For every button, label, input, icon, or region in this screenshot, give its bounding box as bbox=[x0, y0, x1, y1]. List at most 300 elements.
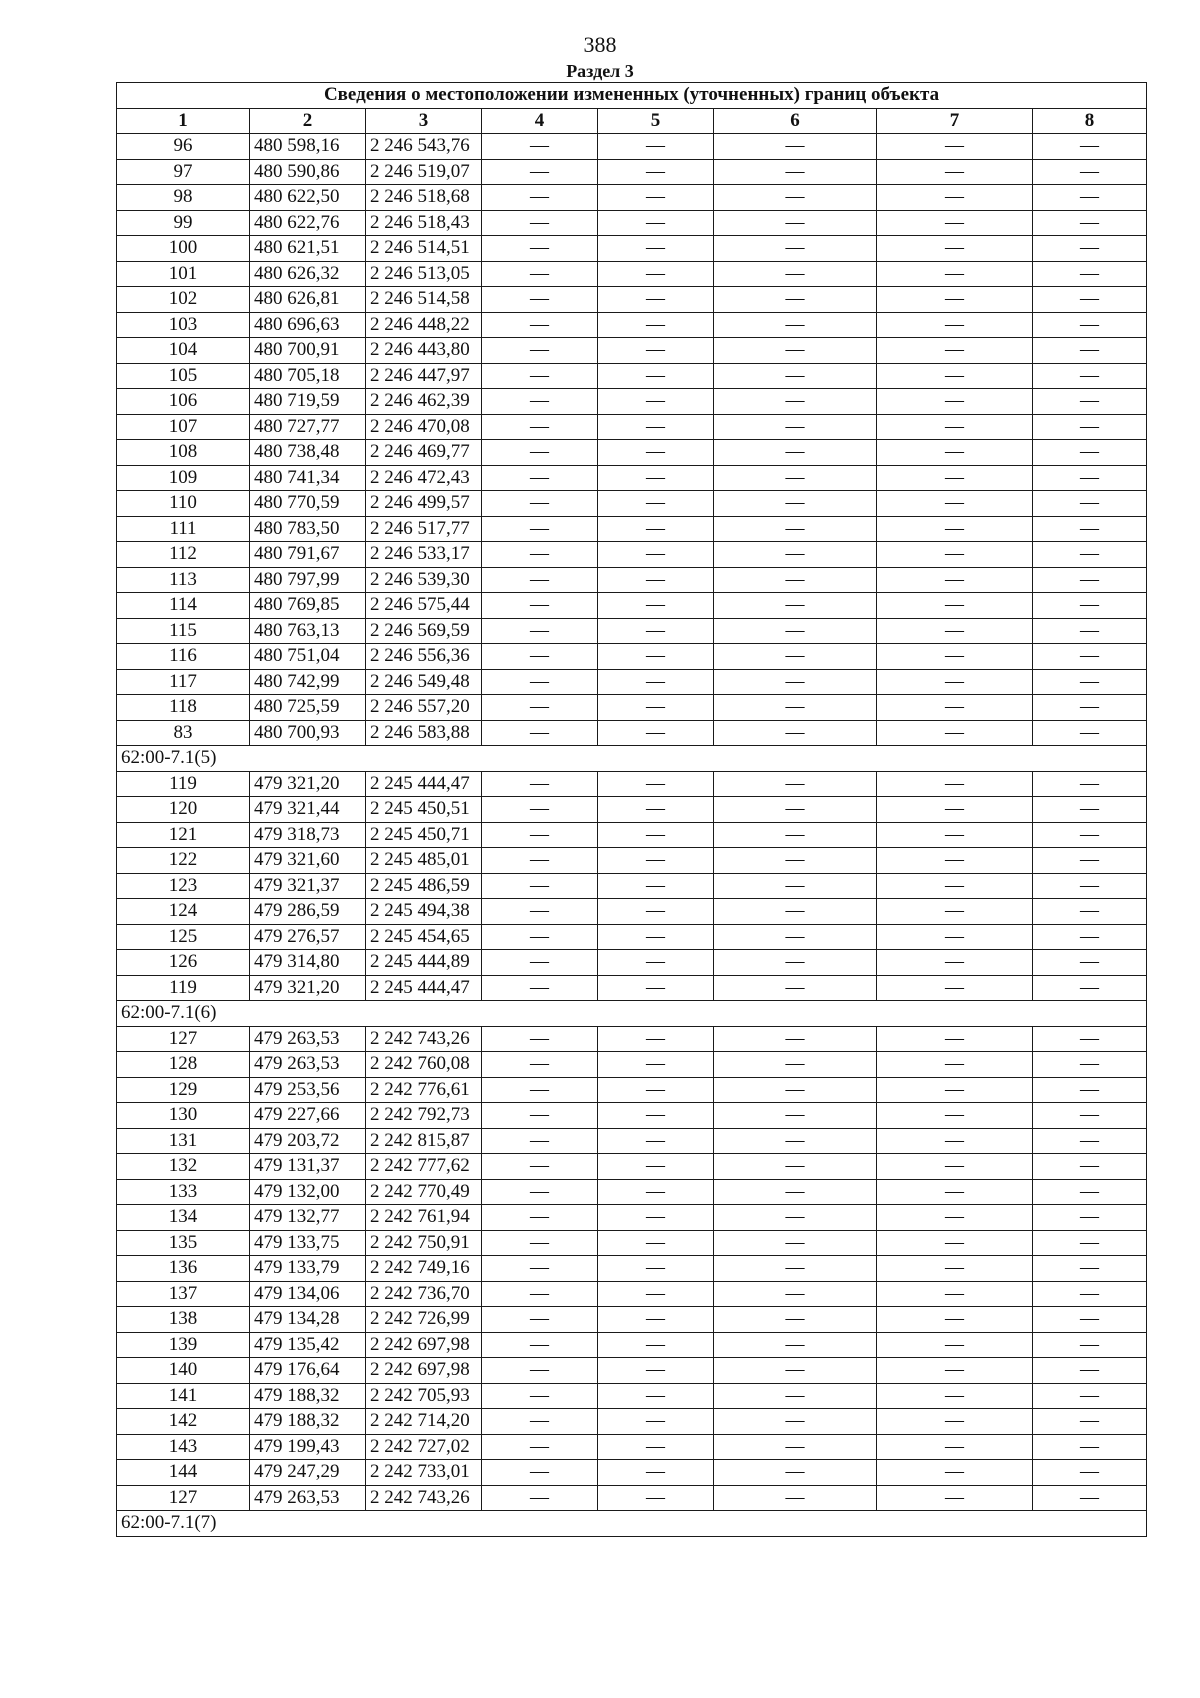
empty-value-cell: — bbox=[598, 1256, 714, 1282]
y-coordinate-cell: 2 246 448,22 bbox=[366, 312, 482, 338]
empty-value-cell: — bbox=[598, 695, 714, 721]
empty-value-cell: — bbox=[1033, 1409, 1147, 1435]
empty-value-cell: — bbox=[482, 1460, 598, 1486]
empty-value-cell: — bbox=[714, 618, 877, 644]
empty-value-cell: — bbox=[1033, 644, 1147, 670]
empty-value-cell: — bbox=[482, 1154, 598, 1180]
empty-value-cell: — bbox=[1033, 618, 1147, 644]
empty-value-cell: — bbox=[598, 465, 714, 491]
empty-value-cell: — bbox=[1033, 873, 1147, 899]
y-coordinate-cell: 2 242 705,93 bbox=[366, 1383, 482, 1409]
x-coordinate-cell: 479 188,32 bbox=[250, 1409, 366, 1435]
point-number-cell: 133 bbox=[117, 1179, 250, 1205]
column-header: 4 bbox=[482, 108, 598, 134]
empty-value-cell: — bbox=[1033, 338, 1147, 364]
column-header: 8 bbox=[1033, 108, 1147, 134]
empty-value-cell: — bbox=[598, 771, 714, 797]
x-coordinate-cell: 479 133,75 bbox=[250, 1230, 366, 1256]
table-row bbox=[117, 1026, 1147, 1052]
point-number-cell: 111 bbox=[117, 516, 250, 542]
x-coordinate-cell: 480 742,99 bbox=[250, 669, 366, 695]
x-coordinate-cell: 480 738,48 bbox=[250, 440, 366, 466]
point-number-cell: 96 bbox=[117, 134, 250, 160]
empty-value-cell: — bbox=[1033, 312, 1147, 338]
empty-value-cell: — bbox=[482, 210, 598, 236]
y-coordinate-cell: 2 246 549,48 bbox=[366, 669, 482, 695]
empty-value-cell: — bbox=[598, 1485, 714, 1511]
point-number-cell: 108 bbox=[117, 440, 250, 466]
point-number-cell: 103 bbox=[117, 312, 250, 338]
empty-value-cell: — bbox=[877, 1052, 1033, 1078]
empty-value-cell: — bbox=[877, 261, 1033, 287]
empty-value-cell: — bbox=[714, 1179, 877, 1205]
point-number-cell: 104 bbox=[117, 338, 250, 364]
empty-value-cell: — bbox=[877, 1026, 1033, 1052]
empty-value-cell: — bbox=[482, 593, 598, 619]
point-number-cell: 140 bbox=[117, 1358, 250, 1384]
empty-value-cell: — bbox=[482, 491, 598, 517]
point-number-cell: 117 bbox=[117, 669, 250, 695]
empty-value-cell: — bbox=[714, 695, 877, 721]
empty-value-cell: — bbox=[482, 338, 598, 364]
empty-value-cell: — bbox=[482, 159, 598, 185]
y-coordinate-cell: 2 242 743,26 bbox=[366, 1485, 482, 1511]
table-row bbox=[117, 261, 1147, 287]
x-coordinate-cell: 479 263,53 bbox=[250, 1485, 366, 1511]
empty-value-cell: — bbox=[714, 975, 877, 1001]
table-row bbox=[117, 414, 1147, 440]
y-coordinate-cell: 2 242 697,98 bbox=[366, 1358, 482, 1384]
empty-value-cell: — bbox=[482, 1026, 598, 1052]
empty-value-cell: — bbox=[598, 1205, 714, 1231]
empty-value-cell: — bbox=[877, 236, 1033, 262]
table-row bbox=[117, 312, 1147, 338]
empty-value-cell: — bbox=[714, 1383, 877, 1409]
empty-value-cell: — bbox=[1033, 1383, 1147, 1409]
column-header: 2 bbox=[250, 108, 366, 134]
table-row bbox=[117, 720, 1147, 746]
y-coordinate-cell: 2 246 513,05 bbox=[366, 261, 482, 287]
column-header: 1 bbox=[117, 108, 250, 134]
empty-value-cell: — bbox=[598, 1332, 714, 1358]
empty-value-cell: — bbox=[877, 159, 1033, 185]
column-header: 7 bbox=[877, 108, 1033, 134]
empty-value-cell: — bbox=[877, 873, 1033, 899]
table-row bbox=[117, 491, 1147, 517]
x-coordinate-cell: 479 176,64 bbox=[250, 1358, 366, 1384]
empty-value-cell: — bbox=[877, 185, 1033, 211]
table-row bbox=[117, 822, 1147, 848]
x-coordinate-cell: 479 321,44 bbox=[250, 797, 366, 823]
empty-value-cell: — bbox=[714, 465, 877, 491]
empty-value-cell: — bbox=[598, 567, 714, 593]
y-coordinate-cell: 2 242 726,99 bbox=[366, 1307, 482, 1333]
empty-value-cell: — bbox=[877, 1409, 1033, 1435]
empty-value-cell: — bbox=[877, 1281, 1033, 1307]
empty-value-cell: — bbox=[714, 950, 877, 976]
point-number-cell: 134 bbox=[117, 1205, 250, 1231]
empty-value-cell: — bbox=[482, 720, 598, 746]
empty-value-cell: — bbox=[714, 312, 877, 338]
point-number-cell: 101 bbox=[117, 261, 250, 287]
point-number-cell: 137 bbox=[117, 1281, 250, 1307]
point-number-cell: 107 bbox=[117, 414, 250, 440]
y-coordinate-cell: 2 242 776,61 bbox=[366, 1077, 482, 1103]
empty-value-cell: — bbox=[714, 1485, 877, 1511]
empty-value-cell: — bbox=[877, 950, 1033, 976]
empty-value-cell: — bbox=[1033, 822, 1147, 848]
table-row bbox=[117, 287, 1147, 313]
empty-value-cell: — bbox=[1033, 975, 1147, 1001]
y-coordinate-cell: 2 246 539,30 bbox=[366, 567, 482, 593]
empty-value-cell: — bbox=[877, 593, 1033, 619]
table-row bbox=[117, 1230, 1147, 1256]
empty-value-cell: — bbox=[598, 261, 714, 287]
table-row bbox=[117, 669, 1147, 695]
empty-value-cell: — bbox=[1033, 1434, 1147, 1460]
y-coordinate-cell: 2 246 443,80 bbox=[366, 338, 482, 364]
table-row bbox=[117, 924, 1147, 950]
empty-value-cell: — bbox=[598, 1383, 714, 1409]
x-coordinate-cell: 479 247,29 bbox=[250, 1460, 366, 1486]
empty-value-cell: — bbox=[482, 822, 598, 848]
x-coordinate-cell: 479 203,72 bbox=[250, 1128, 366, 1154]
table-row bbox=[117, 1409, 1147, 1435]
point-number-cell: 118 bbox=[117, 695, 250, 721]
y-coordinate-cell: 2 242 760,08 bbox=[366, 1052, 482, 1078]
empty-value-cell: — bbox=[714, 1052, 877, 1078]
table-row bbox=[117, 797, 1147, 823]
empty-value-cell: — bbox=[482, 771, 598, 797]
empty-value-cell: — bbox=[598, 542, 714, 568]
empty-value-cell: — bbox=[1033, 1052, 1147, 1078]
point-number-cell: 138 bbox=[117, 1307, 250, 1333]
table-row bbox=[117, 465, 1147, 491]
point-number-cell: 144 bbox=[117, 1460, 250, 1486]
table-row bbox=[117, 567, 1147, 593]
x-coordinate-cell: 479 263,53 bbox=[250, 1026, 366, 1052]
y-coordinate-cell: 2 246 533,17 bbox=[366, 542, 482, 568]
empty-value-cell: — bbox=[714, 1026, 877, 1052]
x-coordinate-cell: 480 705,18 bbox=[250, 363, 366, 389]
empty-value-cell: — bbox=[482, 516, 598, 542]
empty-value-cell: — bbox=[877, 975, 1033, 1001]
empty-value-cell: — bbox=[877, 1128, 1033, 1154]
x-coordinate-cell: 480 741,34 bbox=[250, 465, 366, 491]
table-row bbox=[117, 542, 1147, 568]
point-number-cell: 131 bbox=[117, 1128, 250, 1154]
table-row bbox=[117, 950, 1147, 976]
x-coordinate-cell: 479 314,80 bbox=[250, 950, 366, 976]
empty-value-cell: — bbox=[482, 440, 598, 466]
empty-value-cell: — bbox=[1033, 185, 1147, 211]
empty-value-cell: — bbox=[714, 669, 877, 695]
x-coordinate-cell: 480 763,13 bbox=[250, 618, 366, 644]
empty-value-cell: — bbox=[598, 389, 714, 415]
empty-value-cell: — bbox=[877, 1358, 1033, 1384]
x-coordinate-cell: 479 253,56 bbox=[250, 1077, 366, 1103]
table-row bbox=[117, 1307, 1147, 1333]
page-number: 388 bbox=[583, 32, 617, 57]
empty-value-cell: — bbox=[1033, 159, 1147, 185]
empty-value-cell: — bbox=[1033, 1358, 1147, 1384]
empty-value-cell: — bbox=[877, 1077, 1033, 1103]
table-row bbox=[117, 338, 1147, 364]
y-coordinate-cell: 2 246 557,20 bbox=[366, 695, 482, 721]
empty-value-cell: — bbox=[482, 1052, 598, 1078]
x-coordinate-cell: 480 626,81 bbox=[250, 287, 366, 313]
y-coordinate-cell: 2 242 697,98 bbox=[366, 1332, 482, 1358]
y-coordinate-cell: 2 246 514,51 bbox=[366, 236, 482, 262]
empty-value-cell: — bbox=[598, 1281, 714, 1307]
empty-value-cell: — bbox=[1033, 414, 1147, 440]
x-coordinate-cell: 479 133,79 bbox=[250, 1256, 366, 1282]
point-number-cell: 114 bbox=[117, 593, 250, 619]
empty-value-cell: — bbox=[877, 440, 1033, 466]
empty-value-cell: — bbox=[877, 567, 1033, 593]
empty-value-cell: — bbox=[598, 338, 714, 364]
empty-value-cell: — bbox=[482, 1358, 598, 1384]
y-coordinate-cell: 2 246 543,76 bbox=[366, 134, 482, 160]
table-row bbox=[117, 236, 1147, 262]
empty-value-cell: — bbox=[598, 134, 714, 160]
empty-value-cell: — bbox=[598, 1434, 714, 1460]
point-number-cell: 110 bbox=[117, 491, 250, 517]
point-number-cell: 109 bbox=[117, 465, 250, 491]
table-row bbox=[117, 975, 1147, 1001]
empty-value-cell: — bbox=[598, 822, 714, 848]
empty-value-cell: — bbox=[1033, 1485, 1147, 1511]
table-row bbox=[117, 1485, 1147, 1511]
empty-value-cell: — bbox=[482, 848, 598, 874]
point-number-cell: 126 bbox=[117, 950, 250, 976]
y-coordinate-cell: 2 242 815,87 bbox=[366, 1128, 482, 1154]
x-coordinate-cell: 479 199,43 bbox=[250, 1434, 366, 1460]
empty-value-cell: — bbox=[598, 363, 714, 389]
point-number-cell: 143 bbox=[117, 1434, 250, 1460]
section-title: Раздел 3 bbox=[566, 61, 634, 81]
empty-value-cell: — bbox=[598, 1052, 714, 1078]
empty-value-cell: — bbox=[598, 924, 714, 950]
empty-value-cell: — bbox=[877, 1332, 1033, 1358]
empty-value-cell: — bbox=[482, 1281, 598, 1307]
y-coordinate-cell: 2 245 444,47 bbox=[366, 975, 482, 1001]
empty-value-cell: — bbox=[598, 440, 714, 466]
empty-value-cell: — bbox=[877, 618, 1033, 644]
empty-value-cell: — bbox=[1033, 899, 1147, 925]
empty-value-cell: — bbox=[714, 924, 877, 950]
empty-value-cell: — bbox=[482, 389, 598, 415]
empty-value-cell: — bbox=[598, 312, 714, 338]
empty-value-cell: — bbox=[598, 797, 714, 823]
empty-value-cell: — bbox=[714, 287, 877, 313]
empty-value-cell: — bbox=[714, 797, 877, 823]
empty-value-cell: — bbox=[877, 644, 1033, 670]
x-coordinate-cell: 480 797,99 bbox=[250, 567, 366, 593]
y-coordinate-cell: 2 245 450,71 bbox=[366, 822, 482, 848]
empty-value-cell: — bbox=[1033, 1103, 1147, 1129]
table-row bbox=[117, 440, 1147, 466]
table-row bbox=[117, 695, 1147, 721]
point-number-cell: 116 bbox=[117, 644, 250, 670]
empty-value-cell: — bbox=[1033, 669, 1147, 695]
empty-value-cell: — bbox=[482, 1485, 598, 1511]
x-coordinate-cell: 479 134,06 bbox=[250, 1281, 366, 1307]
x-coordinate-cell: 479 135,42 bbox=[250, 1332, 366, 1358]
empty-value-cell: — bbox=[482, 287, 598, 313]
table-row bbox=[117, 389, 1147, 415]
point-number-cell: 136 bbox=[117, 1256, 250, 1282]
empty-value-cell: — bbox=[1033, 1179, 1147, 1205]
table-caption-row bbox=[117, 83, 1147, 109]
empty-value-cell: — bbox=[598, 1077, 714, 1103]
y-coordinate-cell: 2 242 761,94 bbox=[366, 1205, 482, 1231]
table-row bbox=[117, 1434, 1147, 1460]
empty-value-cell: — bbox=[598, 899, 714, 925]
empty-value-cell: — bbox=[877, 1434, 1033, 1460]
empty-value-cell: — bbox=[877, 516, 1033, 542]
empty-value-cell: — bbox=[482, 644, 598, 670]
y-coordinate-cell: 2 246 556,36 bbox=[366, 644, 482, 670]
y-coordinate-cell: 2 242 727,02 bbox=[366, 1434, 482, 1460]
empty-value-cell: — bbox=[714, 414, 877, 440]
empty-value-cell: — bbox=[598, 644, 714, 670]
empty-value-cell: — bbox=[482, 1205, 598, 1231]
y-coordinate-cell: 2 245 450,51 bbox=[366, 797, 482, 823]
empty-value-cell: — bbox=[714, 1307, 877, 1333]
empty-value-cell: — bbox=[714, 1409, 877, 1435]
empty-value-cell: — bbox=[1033, 261, 1147, 287]
group-label: 62:00-7.1(5) bbox=[117, 746, 1147, 772]
table-row bbox=[117, 185, 1147, 211]
empty-value-cell: — bbox=[714, 389, 877, 415]
table-row bbox=[117, 1256, 1147, 1282]
empty-value-cell: — bbox=[877, 338, 1033, 364]
empty-value-cell: — bbox=[482, 950, 598, 976]
table-row bbox=[117, 1383, 1147, 1409]
empty-value-cell: — bbox=[482, 899, 598, 925]
empty-value-cell: — bbox=[482, 1179, 598, 1205]
empty-value-cell: — bbox=[714, 848, 877, 874]
empty-value-cell: — bbox=[877, 1154, 1033, 1180]
table-row bbox=[117, 1281, 1147, 1307]
empty-value-cell: — bbox=[714, 1256, 877, 1282]
point-number-cell: 132 bbox=[117, 1154, 250, 1180]
group-label: 62:00-7.1(6) bbox=[117, 1001, 1147, 1027]
empty-value-cell: — bbox=[714, 873, 877, 899]
point-number-cell: 124 bbox=[117, 899, 250, 925]
table-row bbox=[117, 516, 1147, 542]
y-coordinate-cell: 2 246 569,59 bbox=[366, 618, 482, 644]
empty-value-cell: — bbox=[1033, 1205, 1147, 1231]
empty-value-cell: — bbox=[482, 261, 598, 287]
empty-value-cell: — bbox=[877, 669, 1033, 695]
empty-value-cell: — bbox=[714, 134, 877, 160]
table-row bbox=[117, 1358, 1147, 1384]
x-coordinate-cell: 480 727,77 bbox=[250, 414, 366, 440]
empty-value-cell: — bbox=[714, 644, 877, 670]
empty-value-cell: — bbox=[714, 159, 877, 185]
y-coordinate-cell: 2 242 792,73 bbox=[366, 1103, 482, 1129]
x-coordinate-cell: 480 622,50 bbox=[250, 185, 366, 211]
y-coordinate-cell: 2 245 444,89 bbox=[366, 950, 482, 976]
y-coordinate-cell: 2 242 777,62 bbox=[366, 1154, 482, 1180]
empty-value-cell: — bbox=[482, 618, 598, 644]
x-coordinate-cell: 479 286,59 bbox=[250, 899, 366, 925]
x-coordinate-cell: 479 321,20 bbox=[250, 771, 366, 797]
empty-value-cell: — bbox=[714, 185, 877, 211]
empty-value-cell: — bbox=[598, 1179, 714, 1205]
empty-value-cell: — bbox=[714, 771, 877, 797]
empty-value-cell: — bbox=[877, 1460, 1033, 1486]
x-coordinate-cell: 480 719,59 bbox=[250, 389, 366, 415]
empty-value-cell: — bbox=[714, 1154, 877, 1180]
empty-value-cell: — bbox=[598, 491, 714, 517]
point-number-cell: 100 bbox=[117, 236, 250, 262]
table-row bbox=[117, 134, 1147, 160]
empty-value-cell: — bbox=[877, 822, 1033, 848]
empty-value-cell: — bbox=[482, 134, 598, 160]
empty-value-cell: — bbox=[1033, 287, 1147, 313]
empty-value-cell: — bbox=[714, 1281, 877, 1307]
empty-value-cell: — bbox=[1033, 797, 1147, 823]
y-coordinate-cell: 2 242 770,49 bbox=[366, 1179, 482, 1205]
x-coordinate-cell: 480 725,59 bbox=[250, 695, 366, 721]
x-coordinate-cell: 480 626,32 bbox=[250, 261, 366, 287]
empty-value-cell: — bbox=[877, 771, 1033, 797]
empty-value-cell: — bbox=[1033, 848, 1147, 874]
empty-value-cell: — bbox=[714, 236, 877, 262]
x-coordinate-cell: 479 132,00 bbox=[250, 1179, 366, 1205]
point-number-cell: 123 bbox=[117, 873, 250, 899]
x-coordinate-cell: 480 783,50 bbox=[250, 516, 366, 542]
point-number-cell: 113 bbox=[117, 567, 250, 593]
empty-value-cell: — bbox=[714, 822, 877, 848]
empty-value-cell: — bbox=[598, 1026, 714, 1052]
x-coordinate-cell: 480 770,59 bbox=[250, 491, 366, 517]
empty-value-cell: — bbox=[877, 210, 1033, 236]
empty-value-cell: — bbox=[877, 1103, 1033, 1129]
empty-value-cell: — bbox=[714, 516, 877, 542]
x-coordinate-cell: 479 318,73 bbox=[250, 822, 366, 848]
y-coordinate-cell: 2 245 485,01 bbox=[366, 848, 482, 874]
empty-value-cell: — bbox=[482, 465, 598, 491]
empty-value-cell: — bbox=[877, 414, 1033, 440]
point-number-cell: 142 bbox=[117, 1409, 250, 1435]
empty-value-cell: — bbox=[598, 618, 714, 644]
y-coordinate-cell: 2 245 454,65 bbox=[366, 924, 482, 950]
empty-value-cell: — bbox=[1033, 1026, 1147, 1052]
y-coordinate-cell: 2 242 750,91 bbox=[366, 1230, 482, 1256]
y-coordinate-cell: 2 246 462,39 bbox=[366, 389, 482, 415]
point-number-cell: 128 bbox=[117, 1052, 250, 1078]
empty-value-cell: — bbox=[598, 516, 714, 542]
empty-value-cell: — bbox=[482, 873, 598, 899]
empty-value-cell: — bbox=[1033, 593, 1147, 619]
empty-value-cell: — bbox=[598, 1307, 714, 1333]
empty-value-cell: — bbox=[482, 1409, 598, 1435]
x-coordinate-cell: 479 321,60 bbox=[250, 848, 366, 874]
empty-value-cell: — bbox=[598, 848, 714, 874]
point-number-cell: 105 bbox=[117, 363, 250, 389]
empty-value-cell: — bbox=[1033, 210, 1147, 236]
empty-value-cell: — bbox=[598, 1154, 714, 1180]
x-coordinate-cell: 479 321,20 bbox=[250, 975, 366, 1001]
empty-value-cell: — bbox=[877, 899, 1033, 925]
empty-value-cell: — bbox=[1033, 567, 1147, 593]
empty-value-cell: — bbox=[598, 975, 714, 1001]
y-coordinate-cell: 2 246 517,77 bbox=[366, 516, 482, 542]
